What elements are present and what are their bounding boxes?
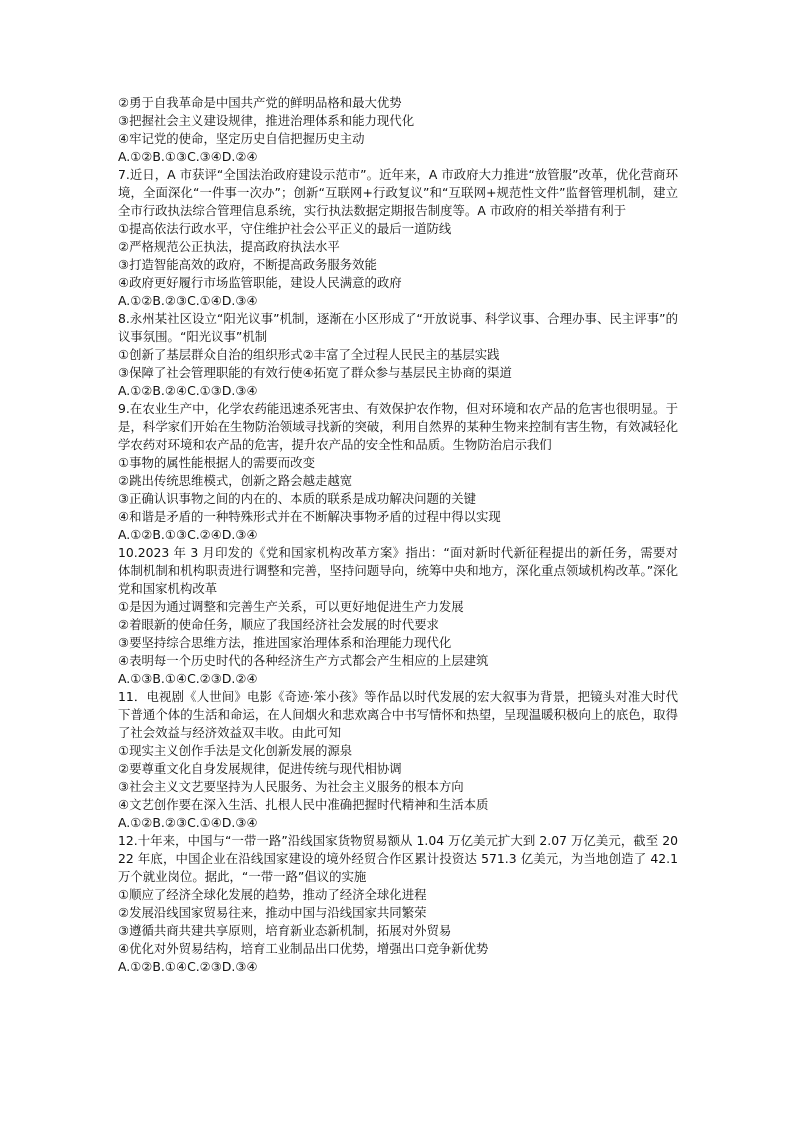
text-line: ①现实主义创作手法是文化创新发展的源泉: [118, 743, 353, 758]
answer-options: A.①②B.②③C.①④D.③④: [118, 293, 258, 308]
question-12-stem: 12.十年来，中国与“一带一路”沿线国家货物贸易额从 1.04 万亿美元扩大到 2.07 万亿美元，截至 2022 年底，中国企业在沿线国家建设的境外经贸合作区累计投资达 571.3 亿美元，为当地创造了 42.1 万个就业岗位。据此，“一带一路”倡议的实施: [118, 833, 678, 884]
text-line: ④优化对外贸易结构，培育工业制品出口优势，增强出口竞争新优势: [118, 941, 489, 956]
question-9-stem: 9.在农业生产中，化学农药能迅速杀死害虫、有效保护农作物，但对环境和农产品的危害也很明显。于是，科学家们开始在生物防治领域寻找新的突破，利用自然界的某种生物来控制有害生物，有效减轻化学农药对环境和农产品的危害，提升农产品的安全性和品质。生物防治启示我们: [118, 401, 678, 452]
question-8-stem: 8.永州某社区设立“阳光议事”机制，逐渐在小区形成了“开放说事、科学议事、合理办事、民主评事”的议事氛围。“阳光议事”机制: [118, 311, 678, 344]
answer-options: A.①②B.①④C.②③D.③④: [118, 959, 258, 974]
question-11-stem: 11．电视剧《人世间》电影《奇迹·笨小孩》等作品以时代发展的宏大叙事为背景，把镜头对准大时代下普通个体的生活和命运，在人间烟火和悲欢离合中书写情怀和热望，呈现温暖积极向上的底色，取得了社会效益与经济效益双丰收。由此可知: [118, 689, 678, 740]
text-line: ④文艺创作要在深入生活、扎根人民中准确把握时代精神和生活本质: [118, 797, 489, 812]
text-line: ④政府更好履行市场监管职能，建设人民满意的政府: [118, 275, 402, 290]
text-line: ④和谐是矛盾的一种特殊形式并在不断解决事物矛盾的过程中得以实现: [118, 509, 501, 524]
text-line: ④牢记党的使命，坚定历史自信把握历史主动: [118, 131, 365, 146]
text-line: ②跳出传统思维模式，创新之路会越走越宽: [118, 473, 353, 488]
text-line: ③社会主义文艺要坚持为人民服务、为社会主义服务的根本方向: [118, 779, 464, 794]
text-line: ①事物的属性能根据人的需要而改变: [118, 455, 315, 470]
text-line: ②勇于自我革命是中国共产党的鲜明品格和最大优势: [118, 95, 402, 110]
answer-options: A.①②B.①③C.③④D.②④: [118, 149, 258, 164]
answer-options: A.①③B.①④C.②③D.②④: [118, 671, 258, 686]
text-line: ③遵循共商共建共享原则，培育新业态新机制，拓展对外贸易: [118, 923, 452, 938]
text-line: ③正确认识事物之间的内在的、本质的联系是成功解决问题的关键: [118, 491, 477, 506]
text-line: ①是因为通过调整和完善生产关系，可以更好地促进生产力发展: [118, 599, 464, 614]
text-line: ③要坚持综合思维方法，推进国家治理体系和治理能力现代化: [118, 635, 452, 650]
answer-options: A.①②B.①③C.②④D.③④: [118, 527, 258, 542]
question-10-stem: 10.2023 年 3 月印发的《党和国家机构改革方案》指出：“面对新时代新征程提出的新任务，需要对体制机制和机构职责进行调整和完善，坚持问题导向，统筹中央和地方，深化重点领域机构改革。”深化党和国家机构改革: [118, 545, 678, 596]
exam-page: [118, 94, 678, 976]
text-line: ③把握社会主义建设规律，推进治理体系和能力现代化: [118, 113, 415, 128]
text-line: ②着眼新的使命任务，顺应了我国经济社会发展的时代要求: [118, 617, 439, 632]
question-7-stem: 7.近日，A 市获评“全国法治政府建设示范市”。近年来，A 市政府大力推进“放管服”改革，优化营商环境，全面深化“一件事一次办”；创新“互联网+行政复议”和“互联网+规范性文件”监督管理机制，建立全市行政执法综合管理信息系统，实行执法数据定期报告制度等。A 市政府的相关举措有利于: [118, 167, 678, 218]
text-line: ②要尊重文化自身发展规律，促进传统与现代相协调: [118, 761, 402, 776]
text-line: ③打造智能高效的政府，不断提高政务服务效能: [118, 257, 377, 272]
text-line: ①提高依法行政水平，守住维护社会公平正义的最后一道防线: [118, 221, 452, 236]
answer-options: A.①②B.②④C.①③D.③④: [118, 383, 258, 398]
text-line: ①顺应了经济全球化发展的趋势，推动了经济全球化进程: [118, 887, 427, 902]
text-line: ④表明每一个历史时代的各种经济生产方式都会产生相应的上层建筑: [118, 653, 489, 668]
text-line: ①创新了基层群众自治的组织形式②丰富了全过程人民民主的基层实践: [118, 347, 500, 362]
answer-options: A.①②B.②③C.①④D.③④: [118, 815, 258, 830]
text-line: ②发展沿线国家贸易往来，推动中国与沿线国家共同繁荣: [118, 905, 427, 920]
text-line: ②严格规范公正执法，提高政府执法水平: [118, 239, 340, 254]
text-line: ③保障了社会管理职能的有效行使④拓宽了群众参与基层民主协商的渠道: [118, 365, 512, 380]
